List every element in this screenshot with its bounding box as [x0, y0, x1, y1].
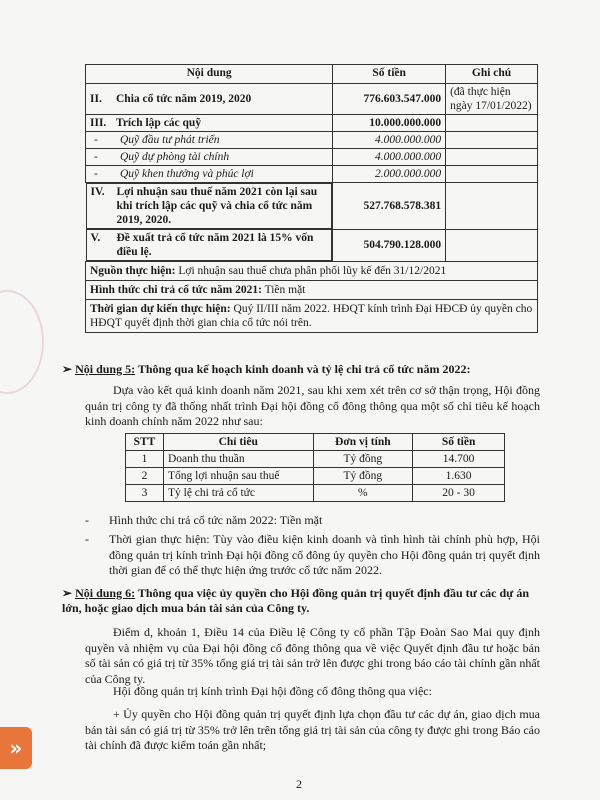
- bullet-timing: [85, 532, 540, 579]
- section5-heading: [62, 362, 542, 377]
- row-note: [446, 115, 538, 132]
- header-indicator: Chỉ tiêu: [163, 434, 313, 451]
- row-dash: -: [94, 168, 98, 180]
- cell-stt: 3: [126, 485, 164, 502]
- row-amount: 776.603.547.000: [333, 84, 446, 115]
- form-value: Tiền mặt: [261, 284, 306, 296]
- header-content: Nội dung: [86, 65, 333, 84]
- business-plan-table: [125, 433, 505, 502]
- row-label: Quỹ đầu tư phát triển: [120, 134, 220, 146]
- arrow-bullet-icon: ➢: [62, 362, 73, 376]
- section6-para2: Hội đồng quản trị kính trình Đại hội đồng cổ đông thông qua việc:: [113, 684, 432, 698]
- cell-value: 20 - 30: [413, 485, 505, 502]
- section6-label: Nội dung 6:: [75, 586, 136, 600]
- section6-title: Thông qua việc ủy quyền cho Hội đồng quản trị quyết định đầu tư các dự án lớn, hoặc giao dịch mua bán tài sản của Công ty.: [62, 586, 530, 615]
- source-label: Nguồn thực hiện:: [90, 265, 176, 277]
- cell-unit: Tỷ đồng: [313, 468, 413, 485]
- table-header-row: [126, 434, 505, 451]
- row-amount: 2.000.000.000: [333, 166, 446, 183]
- row-note: [446, 183, 538, 230]
- section5-label: Nội dung 5:: [75, 362, 136, 376]
- page-number: 2: [296, 777, 302, 791]
- table-row: [86, 84, 538, 115]
- table-row: [86, 183, 538, 230]
- row-amount: 10.000.000.000: [333, 115, 446, 132]
- dash-marker: -: [85, 532, 89, 546]
- table-row: [126, 468, 505, 485]
- table-row: [86, 166, 538, 183]
- cell-unit: %: [313, 485, 413, 502]
- row-amount: 4.000.000.000: [333, 149, 446, 166]
- row-note: (đã thực hiện ngày 17/01/2022): [446, 84, 538, 115]
- cell-stt: 1: [126, 451, 164, 468]
- time-value: Quý II/III năm 2022. HĐQT kính trình Đại HĐCĐ ủy quyền cho HĐQT quyết định thời gian chia cổ tức nói trên.: [90, 303, 533, 329]
- section6-heading: [62, 586, 542, 616]
- table-row-source: [86, 262, 538, 281]
- row-label: Quỹ khen thưởng và phúc lợi: [120, 168, 254, 180]
- header-note: Ghi chú: [446, 65, 538, 84]
- source-value: Lợi nhuận sau thuế chưa phân phối lũy kế đến 31/12/2021: [175, 265, 447, 277]
- cell-indicator: Tổng lợi nhuận sau thuế: [163, 468, 313, 485]
- row-label: Trích lập các quỹ: [116, 117, 202, 129]
- cell-stt: 2: [126, 468, 164, 485]
- time-label: Thời gian dự kiến thực hiện:: [90, 303, 231, 315]
- row-number: III.: [90, 117, 107, 129]
- row-label: Đề xuất trả cổ tức năm 2021 là 15% vốn điều lệ.: [116, 232, 314, 258]
- section6-para1: Điểm d, khoản 1, Điều 14 của Điều lệ Công ty cổ phần Tập Đoàn Sao Mai quy định quyền và nhiệm vụ của Đại hội đồng cổ đông thông qua về việc Quyết định đầu tư hoặc bán số tài sản có giá trị từ 35% tổng giá trị tài sản trở lên được ghi trong báo cáo tài chính gần nhất của Công ty.: [85, 625, 540, 686]
- bullet-text: Thời gian thực hiện: Tùy vào điều kiện kinh doanh và tình hình tài chính phù hợp, Hội đồng quản trị kính trình Đại hội đồng cổ đông ủy quyền cho Hội đồng quản trị quyết định thời gian để có thể thực hiện ứng trước cổ tức năm 2022.: [109, 532, 540, 577]
- table-row: [86, 132, 538, 149]
- cell-indicator: Doanh thu thuần: [163, 451, 313, 468]
- row-number: II.: [90, 93, 102, 105]
- row-label: Chia cổ tức năm 2019, 2020: [116, 93, 252, 105]
- section6-para3: + Ủy quyền cho Hội đồng quản trị quyết định lựa chọn đầu tư các dự án, giao dịch mua bán tài sản có giá trị từ 35% trở lên trên tổng giá trị tài sản của công ty được ghi trong Báo cáo tài chính đã được kiểm toán gần nhất;: [85, 707, 540, 752]
- row-amount: 4.000.000.000: [333, 132, 446, 149]
- table-row-form: [86, 281, 538, 300]
- red-stamp-fragment: [0, 290, 44, 394]
- row-note: [446, 132, 538, 149]
- cell-value: 14.700: [413, 451, 505, 468]
- section5-intro: Dựa vào kết quả kinh doanh năm 2021, sau khi xem xét trên cơ sở thận trọng, Hội đồng quản trị công ty đã thống nhất trình Đại hội đồng cổ đông thông qua một số chỉ tiêu kế hoạch kinh doanh chính năm 2022 như sau:: [85, 383, 540, 428]
- row-number: IV.: [90, 186, 105, 198]
- bullet-text: Hình thức chi trả cổ tức năm 2022: Tiền mặt: [109, 513, 323, 527]
- cell-indicator: Tỷ lệ chi trả cổ tức: [163, 485, 313, 502]
- row-label: Quỹ dự phòng tài chính: [120, 151, 230, 163]
- section5-title: Thông qua kế hoạch kinh doanh và tỷ lệ chi trả cổ tức năm 2022:: [135, 362, 471, 376]
- form-label: Hình thức chi trả cổ tức năm 2021:: [90, 284, 262, 296]
- table-header-row: [86, 65, 538, 84]
- table-row: [126, 485, 505, 502]
- row-amount: 527.768.578.381: [333, 183, 446, 230]
- dash-marker: -: [85, 513, 89, 527]
- arrow-bullet-icon: ➢: [62, 586, 73, 600]
- row-label: Lợi nhuận sau thuế năm 2021 còn lại sau khi trích lập các quỹ và chia cổ tức năm 2019, 2020.: [116, 186, 318, 226]
- cell-value: 1.630: [413, 468, 505, 485]
- row-note: [446, 166, 538, 183]
- row-note: [446, 229, 538, 262]
- table-row-time: [86, 300, 538, 333]
- header-value: Số tiền: [413, 434, 505, 451]
- header-stt: STT: [126, 434, 164, 451]
- expand-sidebar-button[interactable]: »: [0, 727, 32, 769]
- row-dash: -: [94, 151, 98, 163]
- header-amount: Số tiền: [333, 65, 446, 84]
- row-dash: -: [94, 134, 98, 146]
- profit-distribution-table: [85, 64, 538, 333]
- row-amount: 504.790.128.000: [333, 229, 446, 262]
- row-note: [446, 149, 538, 166]
- table-row: [86, 149, 538, 166]
- header-unit: Đơn vị tính: [313, 434, 413, 451]
- bullet-payment-form: [85, 513, 540, 529]
- table-row: [86, 115, 538, 132]
- table-row: [126, 451, 505, 468]
- row-number: V.: [90, 232, 101, 244]
- cell-unit: Tỷ đồng: [313, 451, 413, 468]
- table-row: [86, 229, 538, 262]
